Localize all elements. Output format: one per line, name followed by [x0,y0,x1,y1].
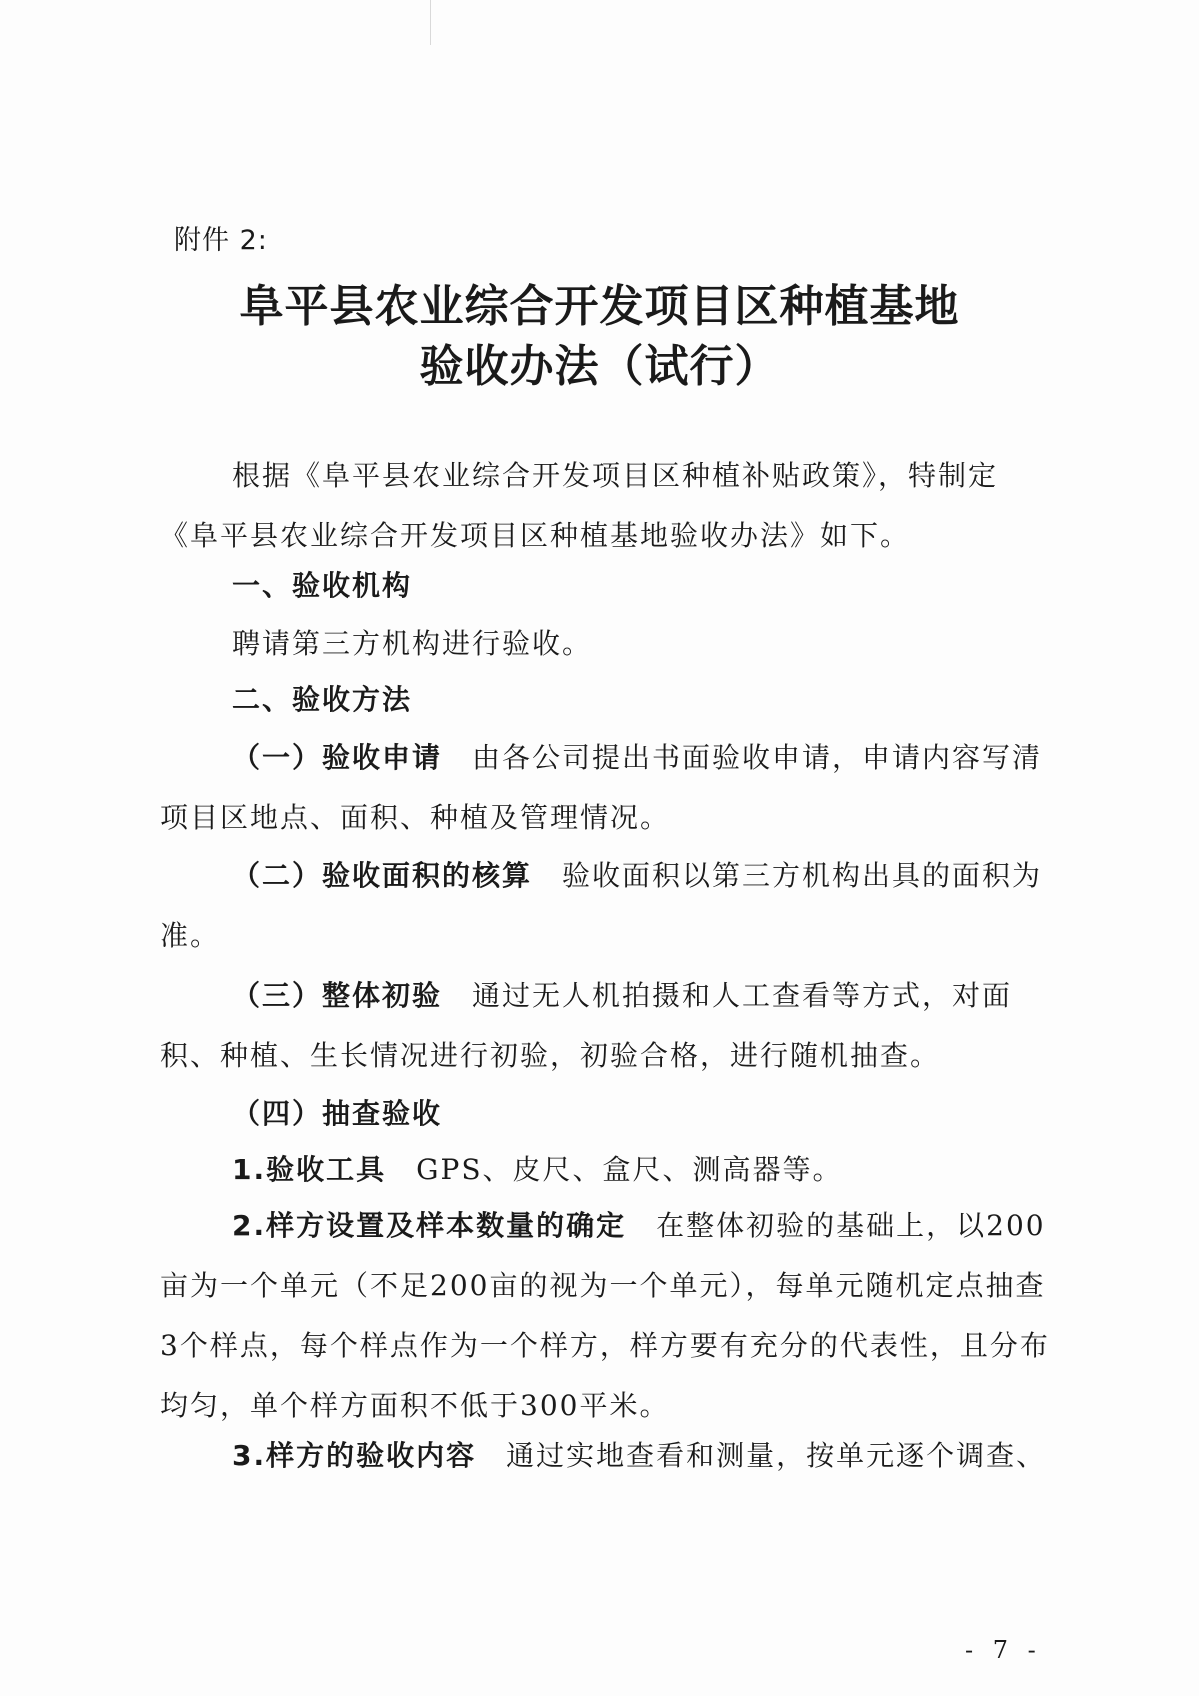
sub-item3-paragraph [160,1426,1055,1486]
item1-label: （一）验收申请 [232,741,443,774]
section2-heading-text: 二、验收方法 [232,683,413,716]
attachment-label: 附件 2: [174,225,268,256]
item2-text: 验收面积以第三方机构出具的面积为准。 [160,859,1043,952]
scan-artifact-line [430,0,431,45]
section1-heading [160,556,1055,616]
item1-paragraph [160,728,1055,848]
section1-text: 聘请第三方机构进行验收。 [232,627,593,660]
item2-label: （二）验收面积的核算 [232,859,533,892]
sub-item2-label: 2.样方设置及样本数量的确定 [232,1209,627,1242]
sub-item1-paragraph [160,1140,1055,1200]
section1-heading-text: 一、验收机构 [232,569,413,602]
page-number: - 7 - [965,1636,1042,1664]
sub-item1-label: 1.验收工具 [232,1153,387,1186]
item3-paragraph [160,966,1055,1086]
sub-item2-paragraph [160,1196,1055,1436]
sub-item1-text: GPS、皮尺、盒尺、测高器等。 [416,1153,843,1186]
item3-text: 通过无人机拍摄和人工查看等方式，对面积、种植、生长情况进行初验，初验合格，进行随机抽查。 [160,979,1013,1072]
item2-paragraph [160,846,1055,966]
sub-item3-label: 3.样方的验收内容 [232,1439,477,1472]
item3-label: （三）整体初验 [232,979,443,1012]
item1-text: 由各公司提出书面验收申请，申请内容写清项目区地点、面积、种植及管理情况。 [160,741,1043,834]
sub-item3-text: 通过实地查看和测量，按单元逐个调查、 [506,1439,1047,1472]
section2-heading [160,670,1055,730]
document-title-line2: 验收办法（试行） [419,341,780,392]
section1-paragraph [160,614,1055,674]
item4-heading [160,1084,1055,1144]
intro-text: 根据《阜平县农业综合开发项目区种植补贴政策》，特制定《阜平县农业综合开发项目区种植基地验收办法》如下。 [160,459,999,552]
sub-item2-text: 在整体初验的基础上，以200亩为一个单元（不足200亩的视为一个单元），每单元随机定点抽查3个样点，每个样点作为一个样方，样方要有充分的代表性，且分布均匀，单个样方面积不低于300平米。 [160,1209,1050,1422]
intro-paragraph [160,446,1055,566]
document-title-line1: 阜平县农业综合开发项目区种植基地 [239,281,960,332]
item4-heading-text: （四）抽查验收 [232,1097,443,1130]
